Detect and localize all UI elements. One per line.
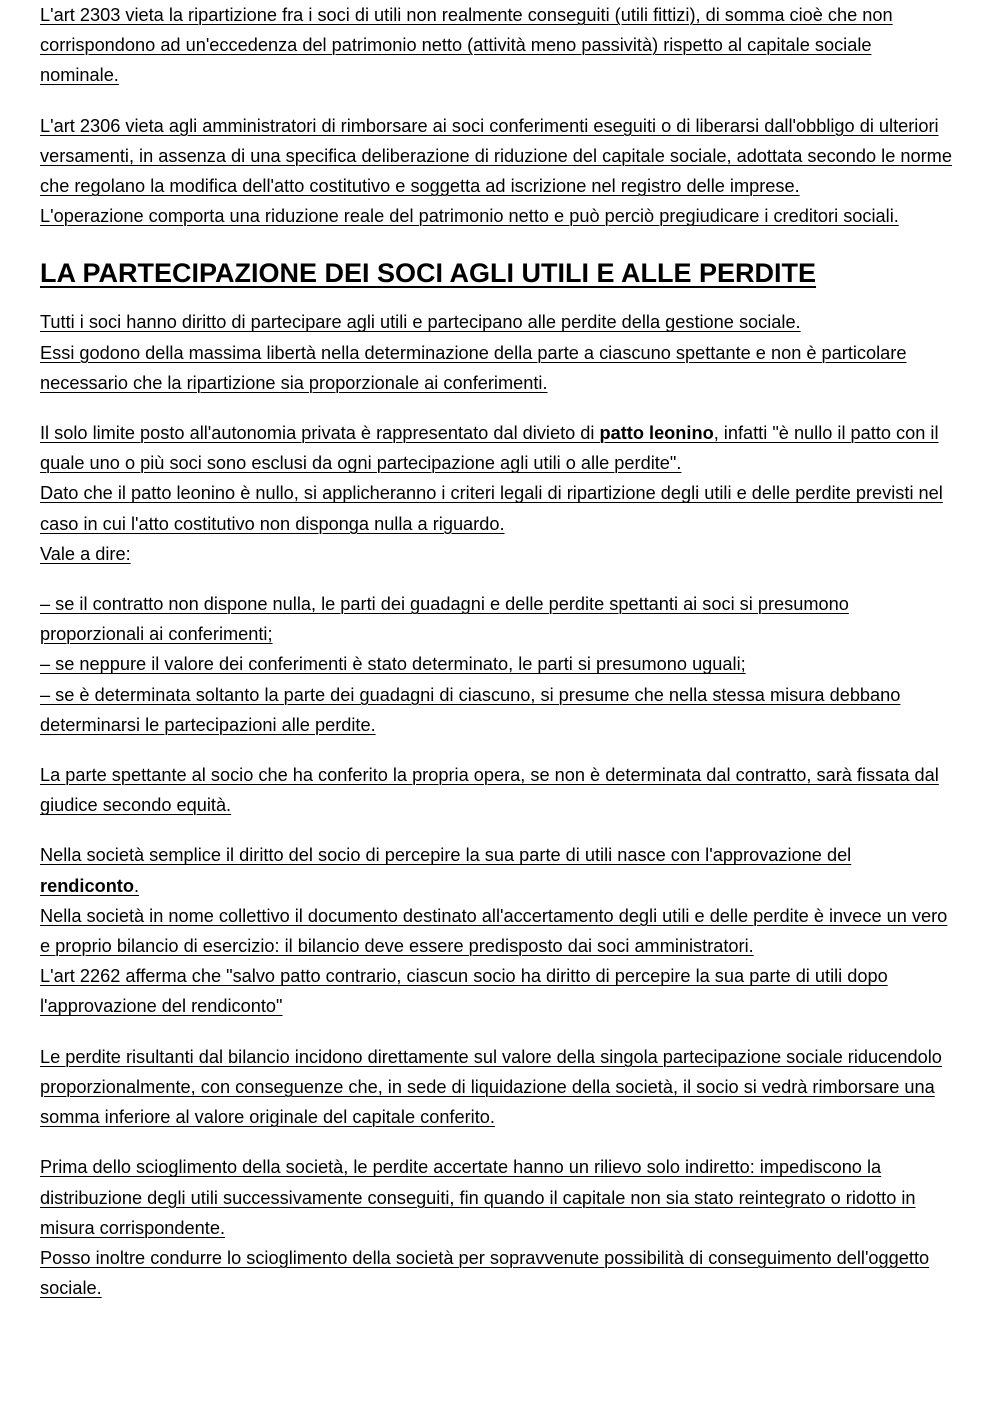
paragraph-text: , infatti "è nullo il patto con il quale uno o più soci sono esclusi da ogni partecipazione agli utili o alle perdite".	[40, 423, 939, 474]
bold-term-rendiconto: rendiconto	[40, 875, 134, 896]
paragraph-text: Essi godono della massima libertà nella determinazione della parte a ciascuno spettante e non è particolare necessario che la ripartizione sia proporzionale ai conferimenti.	[40, 342, 907, 393]
document-page	[40, 0, 955, 1323]
paragraph-text: L'art 2306 vieta agli amministratori di rimborsare ai soci conferimenti eseguiti o di liberarsi dall'obbligo di ulteriori versamenti, in assenza di una specifica deliberazione di riduzione del capitale sociale, adottata secondo le norme che regolano la modifica dell'atto costitutivo e soggetta ad iscrizione nel registro delle imprese.	[40, 115, 952, 197]
paragraph-socio-opera	[40, 760, 955, 820]
paragraph-text: Prima dello scioglimento della società, le perdite accertate hanno un rilievo solo indiretto: impediscono la distribuzione degli utili successivamente conseguiti, fin quando il capitale non sia stato reintegrato o ridotto in misura corrispondente.	[40, 1157, 916, 1238]
paragraph-patto-leonino	[40, 418, 955, 569]
paragraph-diritto-utili	[40, 307, 955, 398]
paragraph-text: L'art 2262 afferma che "salvo patto contrario, ciascun socio ha diritto di percepire la sua parte di utili dopo l'approvazione del rendiconto"	[40, 966, 888, 1017]
paragraph-text: Tutti i soci hanno diritto di partecipare agli utili e partecipano alle perdite della gestione sociale.	[40, 312, 801, 333]
bold-term-patto-leonino: patto leonino	[599, 423, 714, 444]
paragraph-text: La parte spettante al socio che ha conferito la propria opera, se non è determinata dal contratto, sarà fissata dal giudice secondo equità.	[40, 765, 939, 816]
list-item: – se il contratto non dispone nulla, le parti dei guadagni e delle perdite spettanti ai soci si presumono proporzionali ai conferimenti;	[40, 594, 849, 645]
paragraph-art-2303	[40, 0, 955, 91]
paragraph-text: Posso inoltre condurre lo scioglimento della società per sopravvenute possibilità di conseguimento dell'oggetto sociale.	[40, 1247, 930, 1299]
paragraph-text: Nella società in nome collettivo il documento destinato all'accertamento degli utili e delle perdite è invece un vero e proprio bilancio di esercizio: il bilancio deve essere predisposto dai soci amministratori.	[40, 905, 948, 957]
paragraph-perdite-bilancio	[40, 1042, 955, 1133]
paragraph-text: .	[133, 875, 140, 896]
paragraph-art-2306	[40, 111, 955, 232]
paragraph-text: Dato che il patto leonino è nullo, si applicheranno i criteri legali di ripartizione degli utili e delle perdite previsti nel caso in cui l'atto costitutivo non disponga nulla a riguardo.	[40, 483, 943, 534]
paragraph-text: Nella società semplice il diritto del socio di percepire la sua parte di utili nasce con l'approvazione del	[40, 845, 852, 866]
section-heading: LA PARTECIPAZIONE DEI SOCI AGLI UTILI E ALLE PERDITE	[40, 258, 817, 289]
paragraph-text: L'art 2303 vieta la ripartizione fra i soci di utili non realmente conseguiti (utili fittizi), di somma cioè che non corrispondono ad un'eccedenza del patrimonio netto (attività meno passività) rispetto al capitale sociale nominale.	[40, 5, 893, 86]
paragraph-text: Le perdite risultanti dal bilancio incidono direttamente sul valore della singola partecipazione sociale riducendolo proporzionalmente, con conseguenze che, in sede di liquidazione della società, il socio si vedrà rimborsare una somma inferiore al valore originale del capitale conferito.	[40, 1046, 942, 1128]
list-item: – se è determinata soltanto la parte dei guadagni di ciascuno, si presume che nella stessa misura debbano determinarsi le partecipazioni alle perdite.	[40, 684, 901, 735]
list-item: – se neppure il valore dei conferimenti è stato determinato, le parti si presumono uguali;	[40, 654, 746, 675]
paragraph-scioglimento	[40, 1152, 955, 1303]
paragraph-text: L'operazione comporta una riduzione reale del patrimonio netto e può perciò pregiudicare i creditori sociali.	[40, 206, 899, 227]
paragraph-text: Il solo limite posto all'autonomia privata è rappresentato dal divieto di	[40, 423, 600, 444]
criteria-list	[40, 589, 955, 740]
paragraph-rendiconto	[40, 840, 955, 1021]
paragraph-text: Vale a dire:	[40, 543, 131, 564]
